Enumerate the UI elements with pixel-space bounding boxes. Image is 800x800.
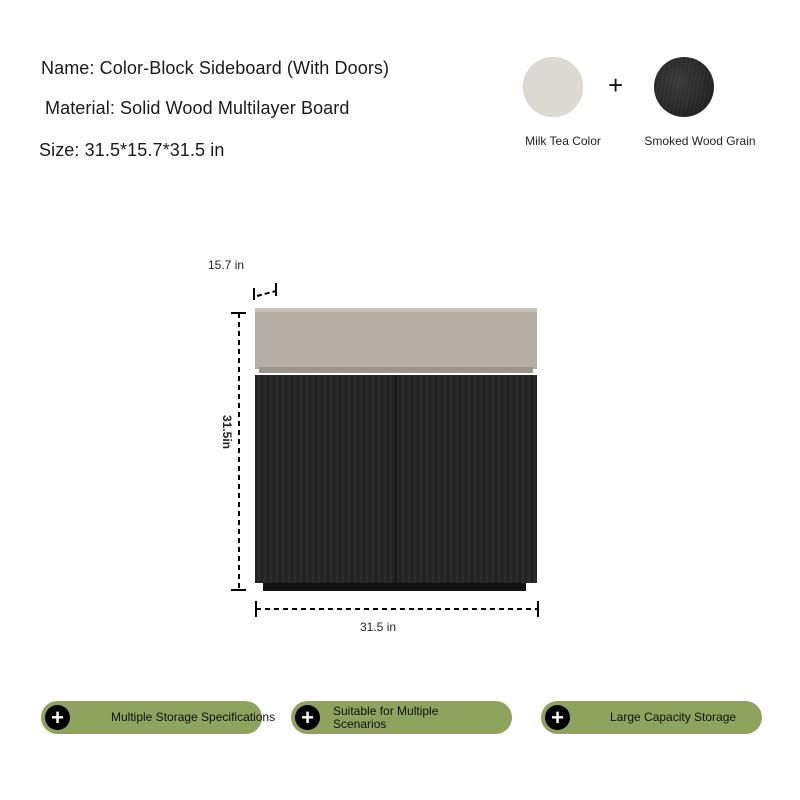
feature-large-capacity[interactable] (541, 701, 762, 734)
sideboard-top-shadow (259, 367, 533, 373)
product-name: Name: Color-Block Sideboard (With Doors) (41, 58, 390, 78)
feature-label: Multiple Storage Specifications (111, 710, 276, 724)
feature-label: Large Capacity Storage (610, 710, 737, 724)
feature-multiple-scenarios[interactable] (291, 701, 512, 734)
plus-icon: + (608, 70, 624, 100)
plus-circle-icon: + (545, 705, 570, 730)
plus-circle-icon: + (45, 705, 70, 730)
product-size: Size: 31.5*15.7*31.5 in (39, 140, 225, 160)
width-dimension-label: 31.5 in (360, 620, 397, 634)
smoked-wood-grain-label: Smoked Wood Grain (644, 134, 756, 148)
sideboard-base (263, 583, 526, 591)
sideboard-top (255, 308, 537, 369)
feature-multiple-storage[interactable] (41, 701, 276, 734)
plus-circle-icon: + (295, 705, 320, 730)
milk-tea-color-label: Milk Tea Color (525, 134, 601, 148)
product-material: Material: Solid Wood Multilayer Board (45, 98, 350, 118)
depth-dimension-label: 15.7 in (208, 258, 245, 272)
depth-dim-line (257, 291, 276, 296)
sideboard-top-edge (255, 308, 537, 312)
height-dimension-label: 31.5in (220, 414, 235, 450)
feature-label: Suitable for Multiple Scenarios (333, 704, 439, 731)
